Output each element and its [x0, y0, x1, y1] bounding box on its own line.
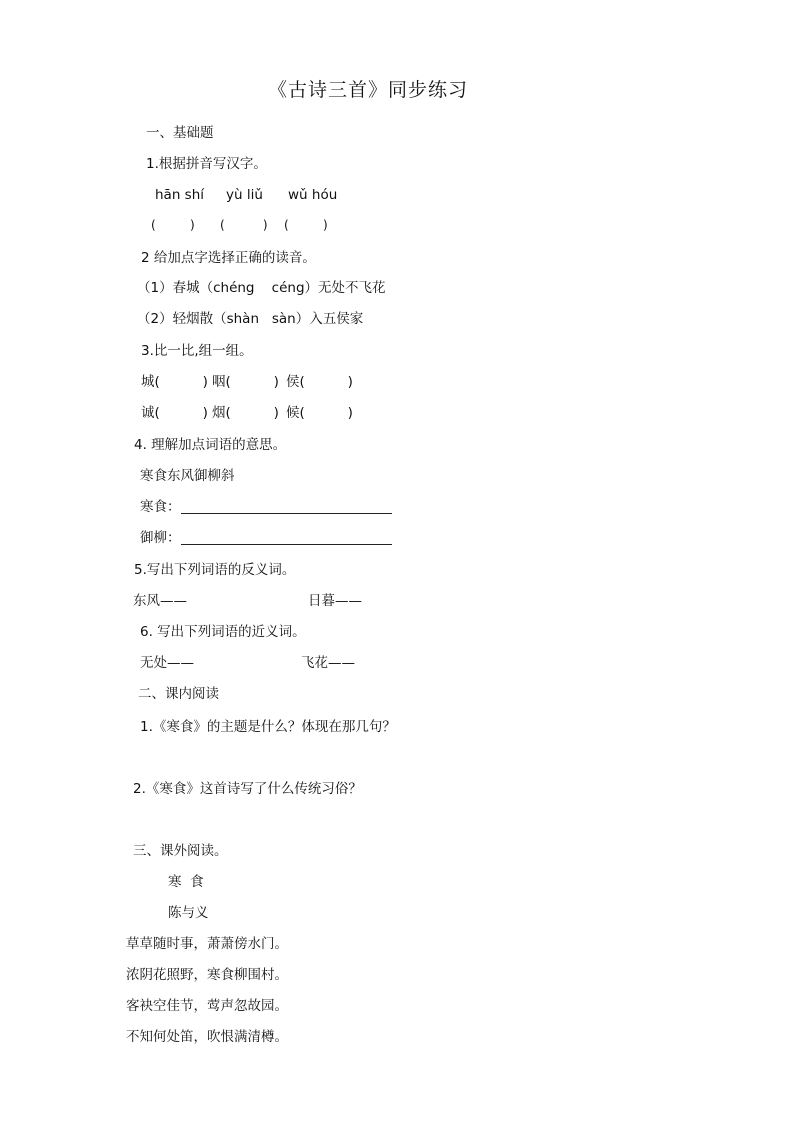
pinyin-2: yù liǔ	[226, 187, 263, 203]
poem-line-1: 草草随时事，萧萧傍水门。	[126, 936, 288, 952]
synonym-feihua: 飞花——	[301, 655, 355, 671]
answer-bracket-1: ( )	[151, 218, 195, 232]
section-reading-heading: 二、课内阅读	[138, 686, 219, 702]
question-3-text: 3.比一比,组一组。	[141, 343, 253, 359]
antonym-rimu: 日暮——	[308, 593, 362, 609]
poem-line-2: 浓阴花照野，寒食柳围村。	[126, 967, 288, 983]
section-extra-reading-heading: 三、课外阅读。	[133, 843, 228, 859]
question-6-text: 6. 写出下列词语的近义词。	[140, 624, 306, 640]
poem-line-4: 不知何处笛，吹恨满清樽。	[126, 1029, 288, 1045]
question-2-text: 2 给加点字选择正确的读音。	[141, 250, 316, 266]
compare-sincere: 诚( )	[141, 405, 208, 421]
poem-author: 陈与义	[168, 905, 209, 921]
poem-line-3: 客袂空佳节，莺声忽故园。	[126, 998, 288, 1014]
reading-question-1: 1.《寒食》的主题是什么？体现在那几句？	[140, 719, 396, 735]
antonym-dongfeng: 东风——	[133, 593, 187, 609]
term-hanshi: 寒食：	[140, 499, 181, 515]
reading-question-2: 2.《寒食》这首诗写了什么传统习俗？	[133, 781, 362, 797]
answer-line-hanshi[interactable]	[181, 513, 392, 514]
answer-bracket-3: ( )	[284, 218, 328, 232]
compare-city: 城( )	[141, 374, 208, 390]
term-yuliu: 御柳：	[140, 530, 181, 546]
compare-throat: 咽( )	[212, 374, 279, 390]
pinyin-1: hān shí	[155, 187, 205, 203]
compare-marquis: 侯( )	[286, 374, 353, 390]
section-basic-heading: 一、基础题	[146, 125, 214, 141]
question-1-text: 1.根据拼音写汉字。	[146, 156, 267, 172]
page-title: 《古诗三首》同步练习	[268, 79, 469, 101]
question-5-text: 5.写出下列词语的反义词。	[134, 562, 296, 578]
poem-title: 寒 食	[168, 874, 204, 890]
question-2-item-1: （1）春城（chéng céng）无处不飞花	[137, 280, 386, 296]
question-4-line: 寒食东风御柳斜	[140, 468, 235, 484]
answer-line-yuliu[interactable]	[181, 544, 392, 545]
pinyin-3: wǔ hóu	[288, 187, 338, 203]
compare-smoke: 烟( )	[212, 405, 279, 421]
question-4-text: 4. 理解加点词语的意思。	[134, 437, 287, 453]
compare-wait: 候( )	[286, 405, 353, 421]
question-2-item-2: （2）轻烟散（shàn sàn）入五侯家	[137, 311, 364, 327]
synonym-wuchu: 无处——	[140, 655, 194, 671]
answer-bracket-2: ( )	[220, 218, 268, 232]
